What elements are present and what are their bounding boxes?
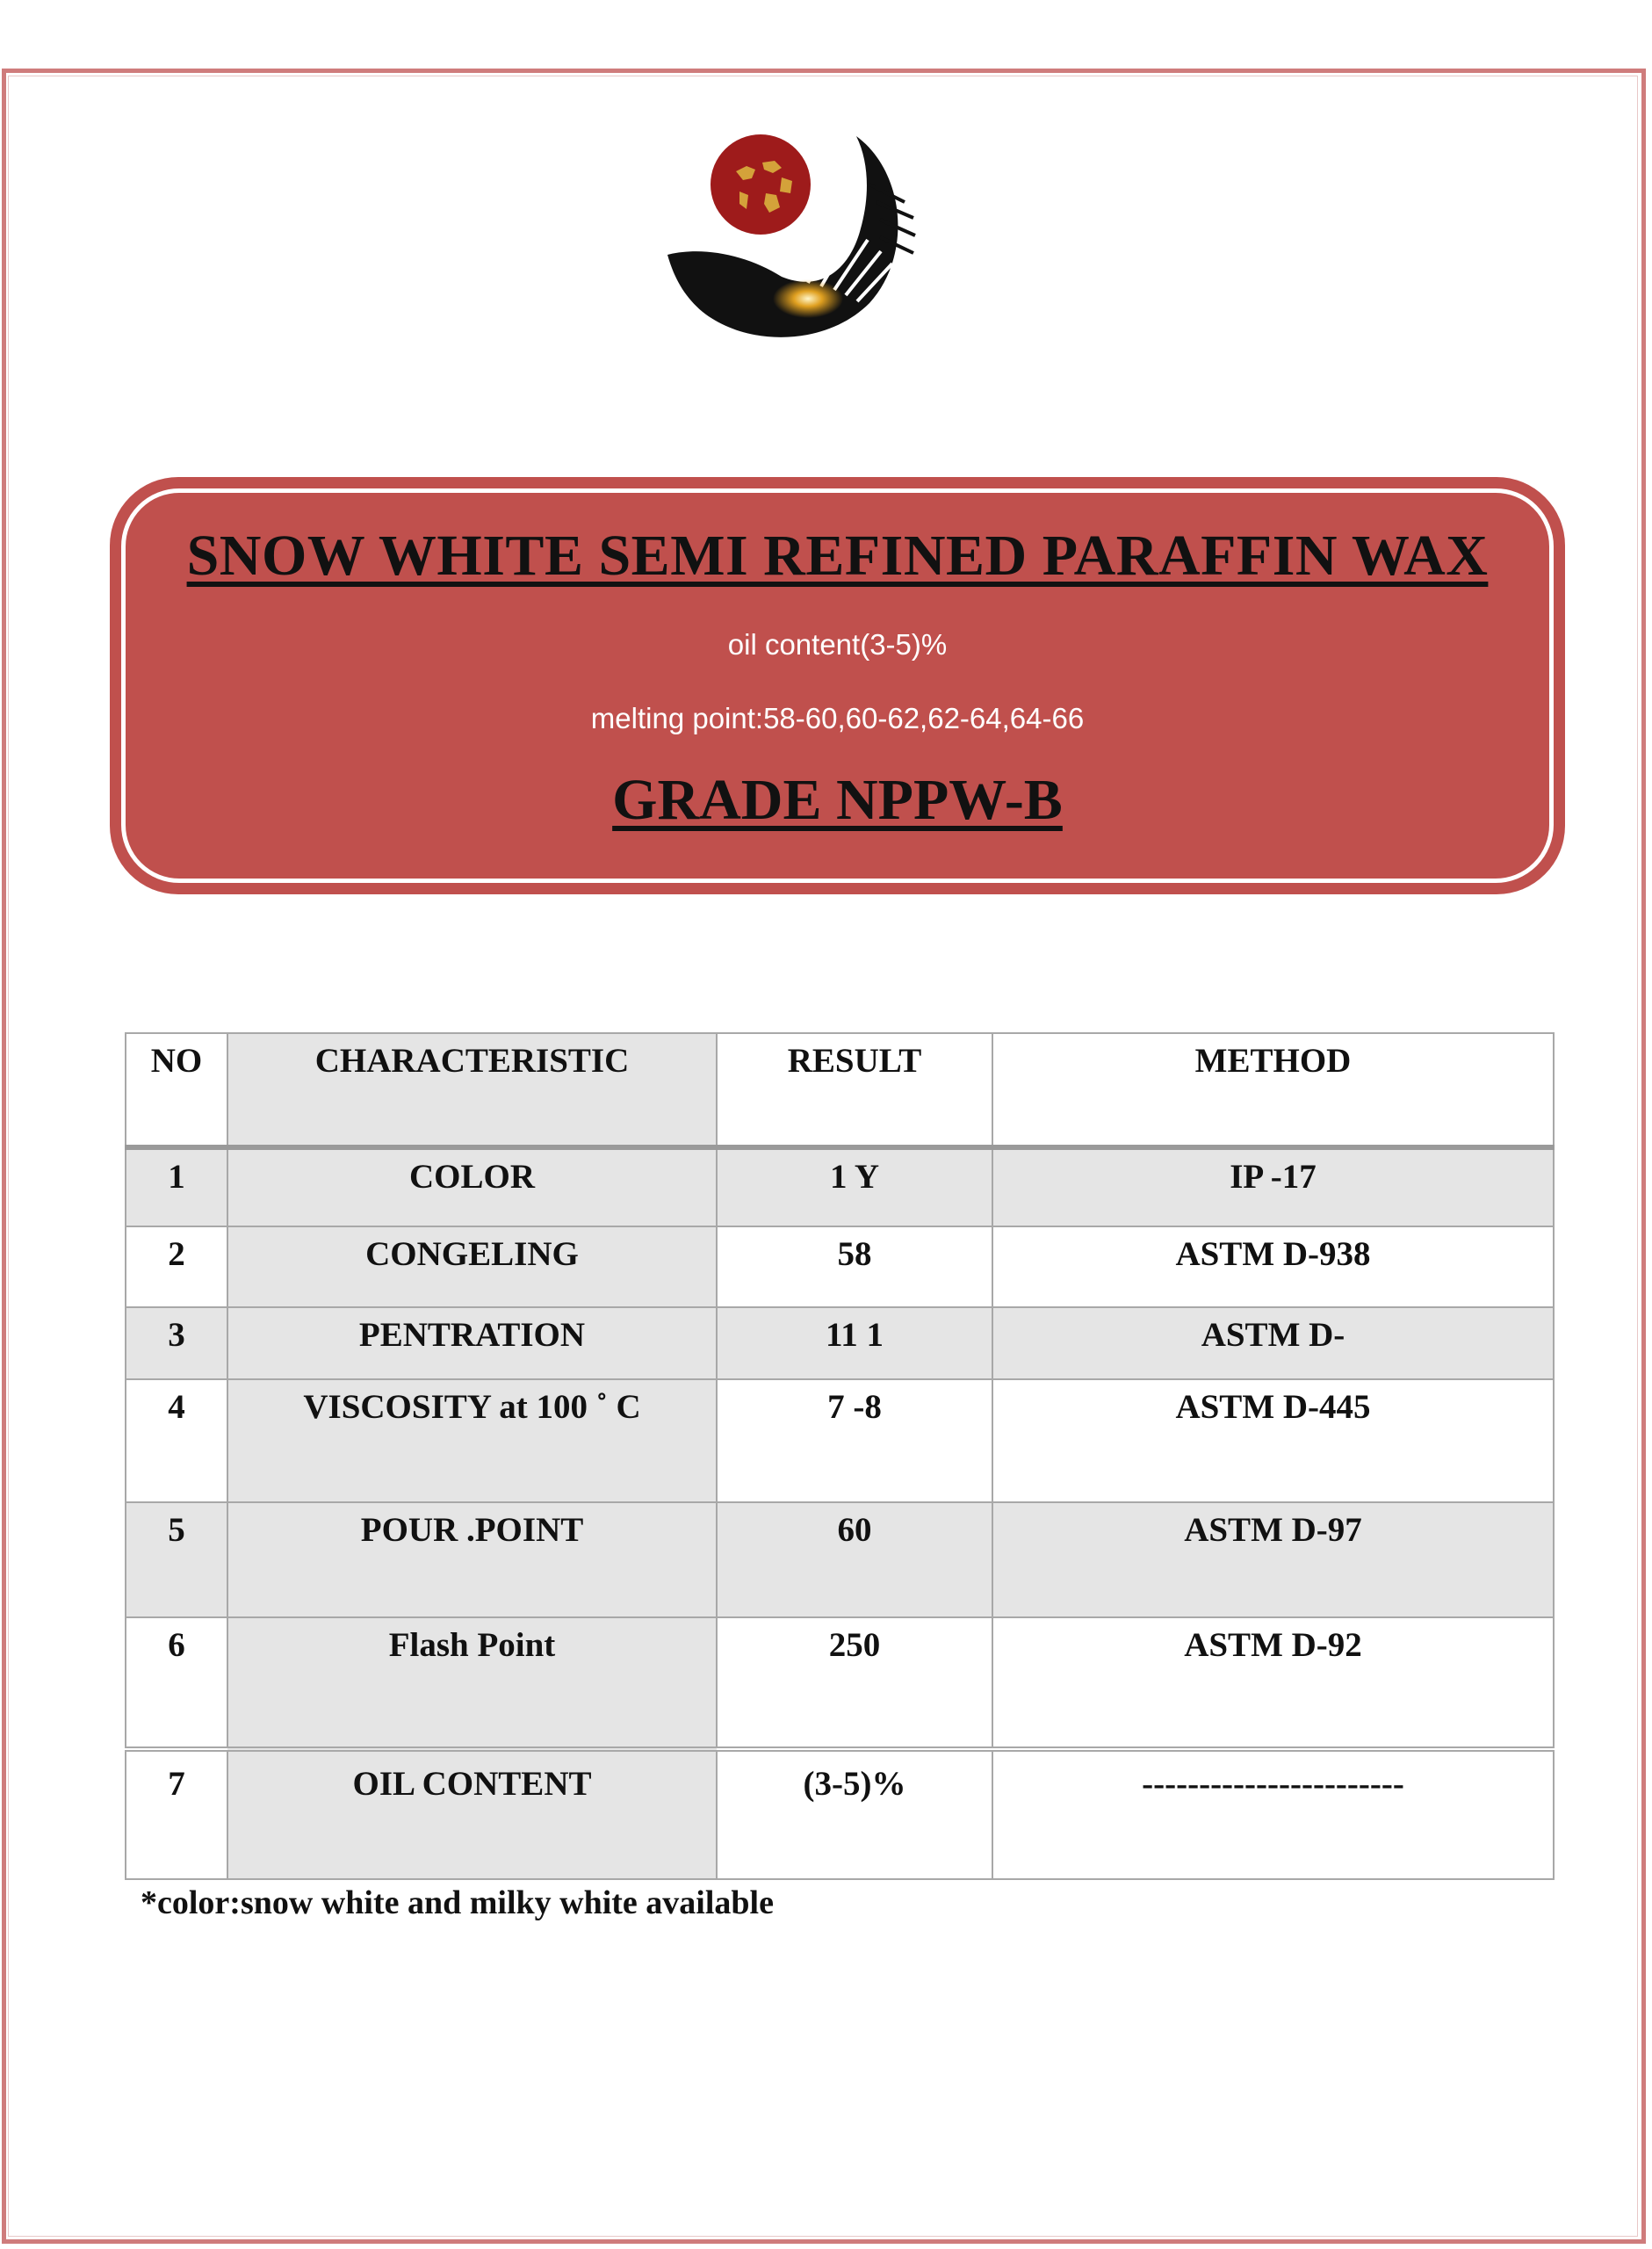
table-row [126,1147,1554,1226]
table-row [126,1749,1554,1879]
cell-no: 1 [126,1147,227,1226]
cell-result: 1 Y [717,1147,992,1226]
cell-no: 4 [126,1379,227,1502]
cell-method: ASTM D- [992,1307,1554,1379]
cell-method: ASTM D-92 [992,1617,1554,1749]
header-result: RESULT [717,1033,992,1147]
table-row [126,1379,1554,1502]
cell-characteristic: CONGELING [227,1226,717,1307]
cell-method: ASTM D-938 [992,1226,1554,1307]
cell-method: ASTM D-97 [992,1502,1554,1617]
table-row [126,1226,1554,1307]
cell-result: (3-5)% [717,1749,992,1879]
table-header-row [126,1033,1554,1147]
cell-characteristic: Flash Point [227,1617,717,1749]
cell-no: 7 [126,1749,227,1879]
cell-method: IP -17 [992,1147,1554,1226]
cell-characteristic: POUR .POINT [227,1502,717,1617]
cell-result: 58 [717,1226,992,1307]
cell-characteristic: VISCOSITY at 100 ˚ C [227,1379,717,1502]
cell-no: 3 [126,1307,227,1379]
cell-characteristic: PENTRATION [227,1307,717,1379]
header-no: NO [126,1033,227,1147]
color-footnote: *color:snow white and milky white available [141,1884,774,1921]
grade-title: GRADE NPPW-B [612,768,1063,832]
header-method: METHOD [992,1033,1554,1147]
product-title: SNOW WHITE SEMI REFINED PARAFFIN WAX [186,524,1489,588]
cell-method: ----------------------- [992,1749,1554,1879]
oil-content-line: oil content(3-5)% [727,628,948,661]
title-banner [110,477,1565,894]
company-logo [650,123,966,360]
cell-result: 11 1 [717,1307,992,1379]
table-row [126,1502,1554,1617]
cell-characteristic: OIL CONTENT [227,1749,717,1879]
spec-table [125,1032,1555,1880]
cell-no: 6 [126,1617,227,1749]
table-row [126,1617,1554,1749]
cell-no: 5 [126,1502,227,1617]
melting-point-line: melting point:58-60,60-62,62-64,64-66 [590,702,1085,734]
cell-method: ASTM D-445 [992,1379,1554,1502]
cell-result: 250 [717,1617,992,1749]
cell-result: 7 -8 [717,1379,992,1502]
table-row [126,1307,1554,1379]
header-characteristic: CHARACTERISTIC [227,1033,717,1147]
cell-no: 2 [126,1226,227,1307]
cell-characteristic: COLOR [227,1147,717,1226]
cell-result: 60 [717,1502,992,1617]
